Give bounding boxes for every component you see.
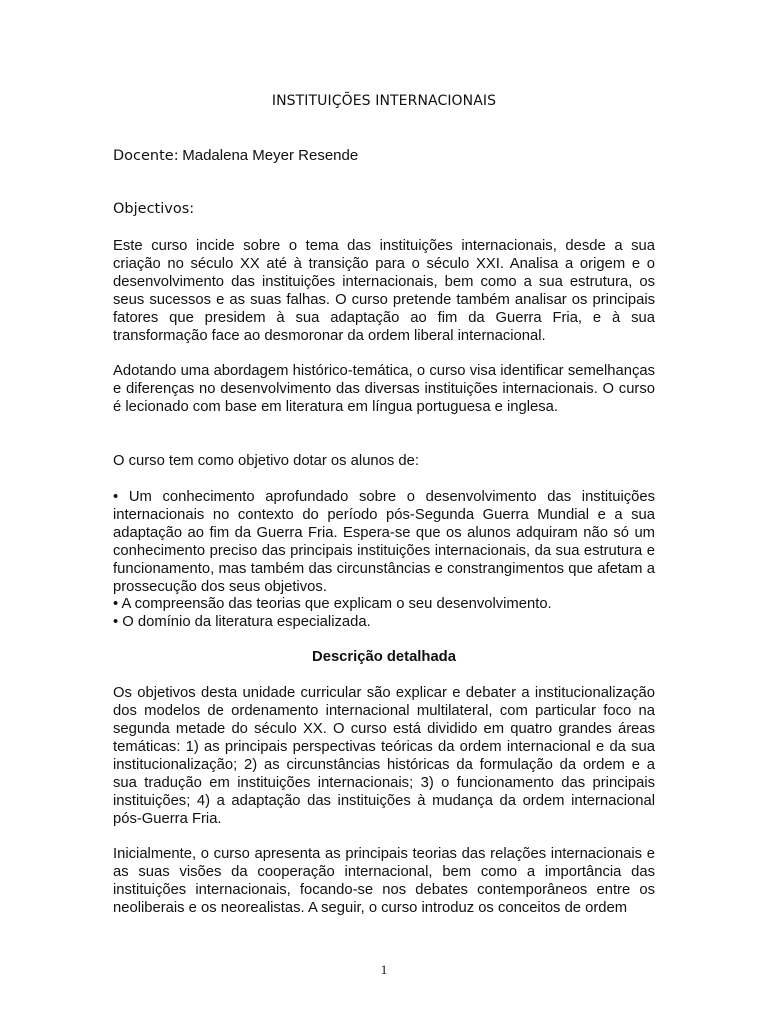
approach-paragraph: Adotando uma abordagem histórico-temática, o curso visa identificar semelhanças e diferenças no desenvolvimento das diversas instituições internacionais. O curso é lecionado com base em literatura em língua portuguesa e inglesa.: [113, 363, 655, 415]
objective-intro-paragraph: O curso tem como objetivo dotar os alunos de:: [113, 453, 419, 469]
objectivos-heading: Objectivos:: [113, 201, 195, 217]
section-heading: Descrição detalhada: [312, 649, 456, 665]
intro-paragraph: Este curso incide sobre o tema das instituições internacionais, desde a sua criação no século XX até à transição para o século XXI. Analisa a origem e o desenvolvimento das instituições internacionais, bem como a sua estrutura, os seus sucessos e as suas falhas. O curso pretende também analisar os principais fatores que presidem à sua adaptação ao fim da Guerra Fria, e à sua transformação face ao desmoronar da ordem liberal internacional.: [113, 238, 655, 344]
description-paragraph: Os objetivos desta unidade curricular são explicar e debater a institucionalização dos modelos de ordenamento internacional multilateral, com particular foco na segunda metade do século XX. O curso está dividido em quatro grandes áreas temáticas: 1) as principais perspectivas teóricas da ordem internacional e da sua institucionalização; 2) as circunstâncias históricas da formulação da ordem e a sua tradução em instituições internacionais; 3) o funcionamento das principais instituições; 4) a adaptação das instituições à mudança da ordem internacional pós-Guerra Fria.: [113, 685, 655, 827]
document-title: INSTITUIÇÕES INTERNACIONAIS: [271, 93, 497, 109]
theory-paragraph: Inicialmente, o curso apresenta as principais teorias das relações internacionais e as suas visões da cooperação internacional, bem como a importância das instituições internacionais, focando-se nos debates contemporâneos entre os neoliberais e os neorealistas. A seguir, o curso introduz os conceitos de ordem: [113, 846, 655, 916]
docente-name: Madalena Meyer Resende: [182, 147, 359, 164]
bullet-item-knowledge: • Um conhecimento aprofundado sobre o desenvolvimento das instituições internacionais no contexto do período pós-Segunda Guerra Mundial e a sua adaptação ao fim da Guerra Fria. Espera-se que os alunos adquiram não só um conhecimento preciso das principais instituições internacionais, da sua estrutura e funcionamento, mas também das circunstâncias e constrangimentos que afetam a prossecução dos seus objetivos.: [113, 489, 655, 595]
page-number: 1: [380, 962, 388, 977]
docente-line: [113, 147, 358, 165]
bullet-item-theories: • A compreensão das teorias que explicam o seu desenvolvimento.: [113, 596, 552, 612]
bullet-item-literature: • O domínio da literatura especializada.: [113, 614, 371, 630]
docente-label: Docente:: [113, 148, 179, 164]
